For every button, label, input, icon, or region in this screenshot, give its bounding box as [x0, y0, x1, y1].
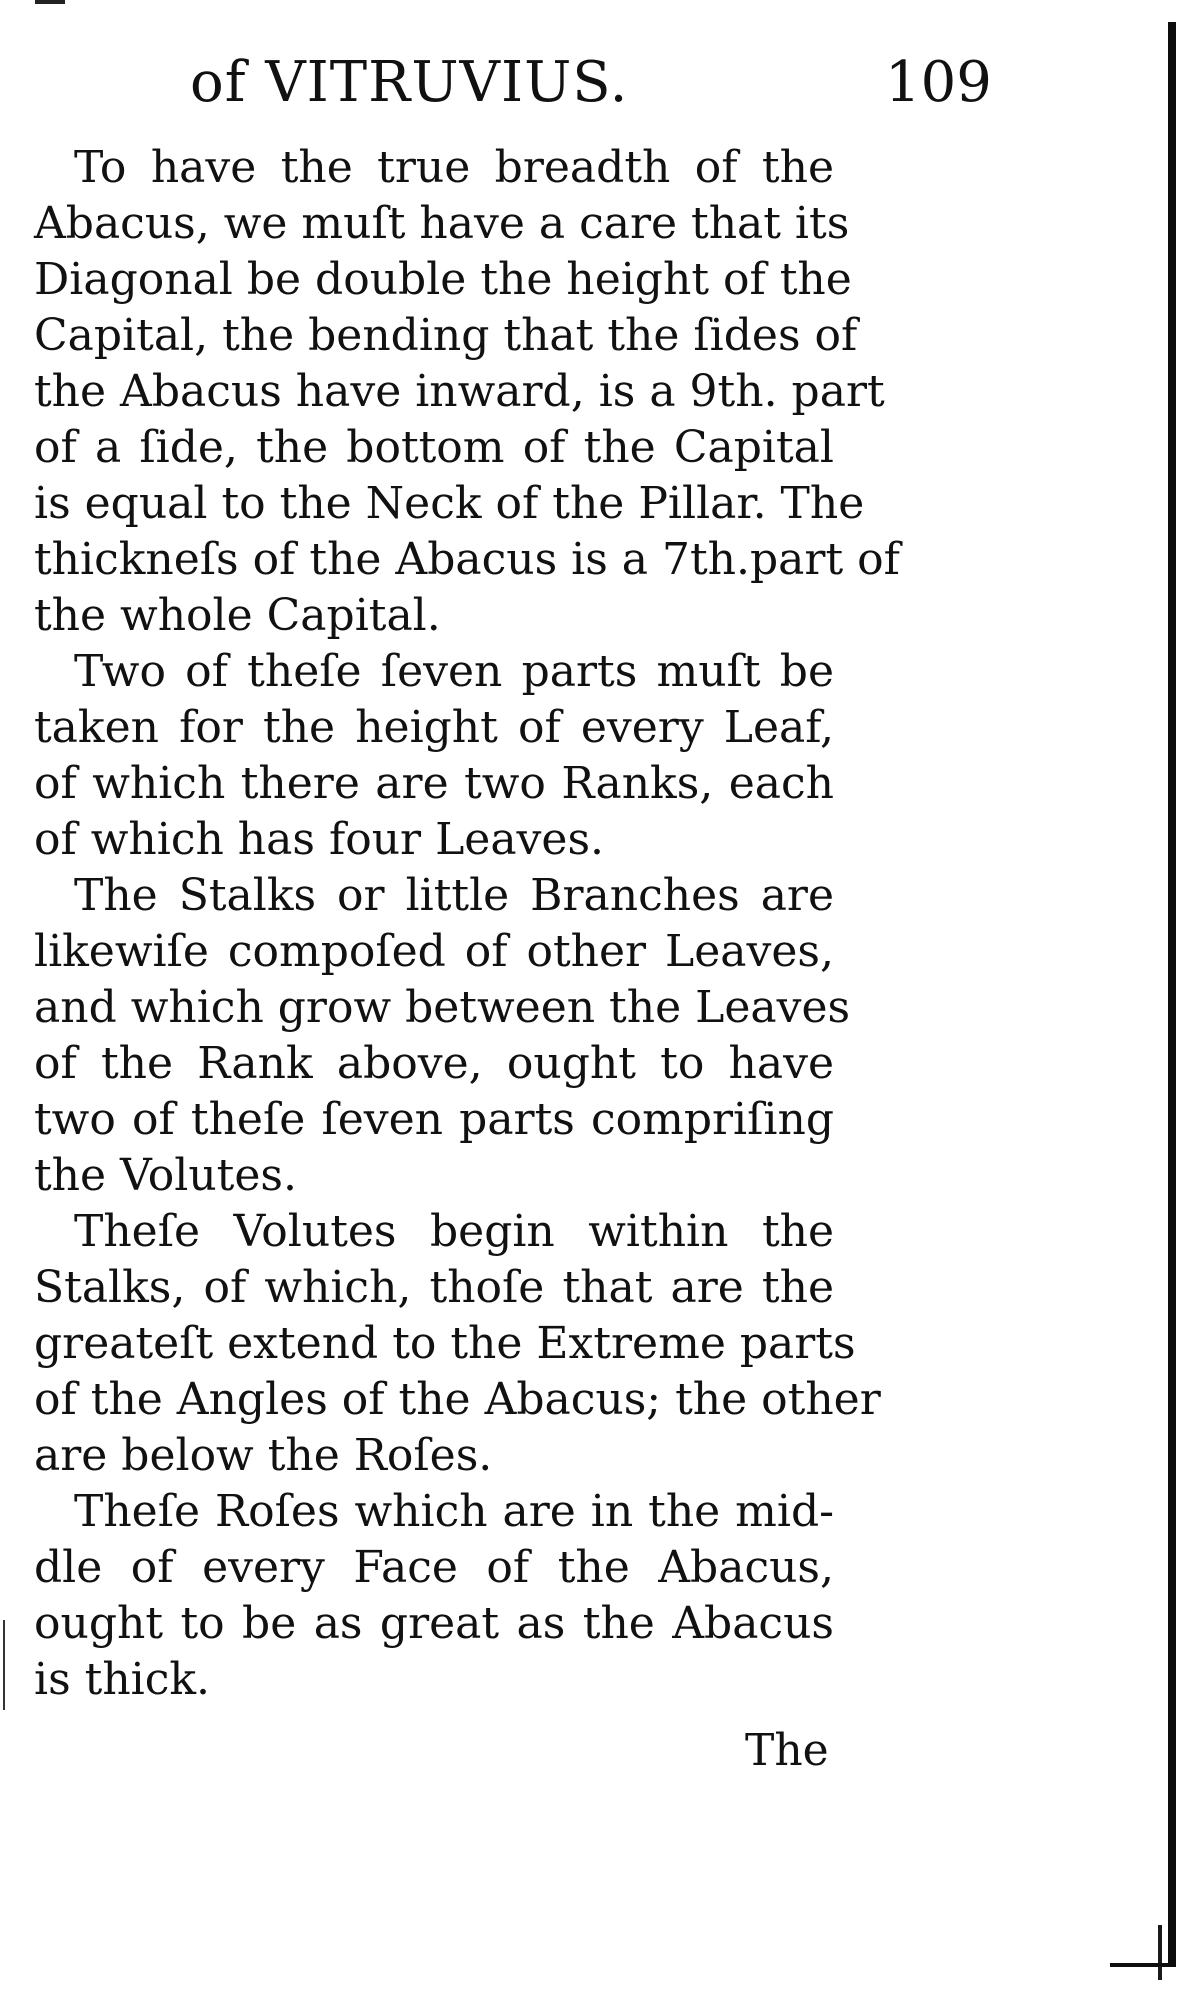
- text-line: taken for the height of every Leaf,: [34, 702, 834, 753]
- paragraph-4: [34, 1204, 881, 1484]
- running-head: [190, 50, 990, 130]
- text-line: The Stalks or little Branches are: [74, 870, 834, 921]
- text-line: of the Rank above, ought to have: [34, 1038, 834, 1089]
- text-line: Abacus, we muſt have a care that its: [34, 198, 850, 249]
- text-line: Diagonal be double the height of the: [34, 254, 852, 305]
- text-line: the Volutes.: [34, 1150, 297, 1201]
- text-line: the Abacus have inward, is a 9th. part: [34, 366, 885, 417]
- paragraph-2: [34, 644, 834, 868]
- text-line: Theſe Roſes which are in the mid-: [74, 1486, 834, 1537]
- paragraph-3: [34, 868, 851, 1204]
- text-line: of which there are two Ranks, each: [34, 758, 834, 809]
- text-line: thickneſs of the Abacus is a 7th.part of: [34, 534, 900, 585]
- text-line: of a ſide, the bottom of the Capital: [34, 422, 834, 473]
- text-line: the whole Capital.: [34, 590, 441, 641]
- text-line: is equal to the Neck of the Pillar. The: [34, 478, 865, 529]
- text-line: are below the Roſes.: [34, 1430, 493, 1481]
- scan-mark-top: [35, 0, 65, 4]
- text-line: of the Angles of the Abacus; the other: [34, 1374, 881, 1425]
- text-line: likewiſe compoſed of other Leaves,: [34, 926, 834, 977]
- text-line: dle of every Face of the Abacus,: [34, 1542, 834, 1593]
- text-line: greateſt extend to the Extreme parts: [34, 1318, 856, 1369]
- text-line: of which has four Leaves.: [34, 814, 605, 865]
- text-line: ought to be as great as the Abacus: [34, 1598, 834, 1649]
- paragraph-1: [34, 140, 900, 644]
- text-line: is thick.: [34, 1654, 211, 1705]
- page-bottom-edge: [1110, 1963, 1176, 1967]
- body-text: [34, 140, 900, 1708]
- running-head-title: of VITRUVIUS.: [190, 50, 629, 115]
- text-line: To have the true breadth of the: [74, 142, 834, 193]
- scan-mark-left: [3, 1620, 5, 1710]
- text-line: and which grow between the Leaves: [34, 982, 851, 1033]
- page-binding-edge: [1168, 22, 1176, 1967]
- text-line: Theſe Volutes begin within the: [74, 1206, 834, 1257]
- page-number: 109: [885, 50, 992, 115]
- page-binding-edge-thin: [1158, 1925, 1162, 1980]
- text-line: Two of theſe ſeven parts muſt be: [74, 646, 834, 697]
- text-line: Capital, the bending that the ſides of: [34, 310, 858, 361]
- text-line: two of theſe ſeven parts compriſing: [34, 1094, 834, 1145]
- paragraph-5: [34, 1484, 834, 1708]
- text-line: Stalks, of which, thoſe that are the: [34, 1262, 834, 1313]
- catchword: The: [745, 1725, 829, 1776]
